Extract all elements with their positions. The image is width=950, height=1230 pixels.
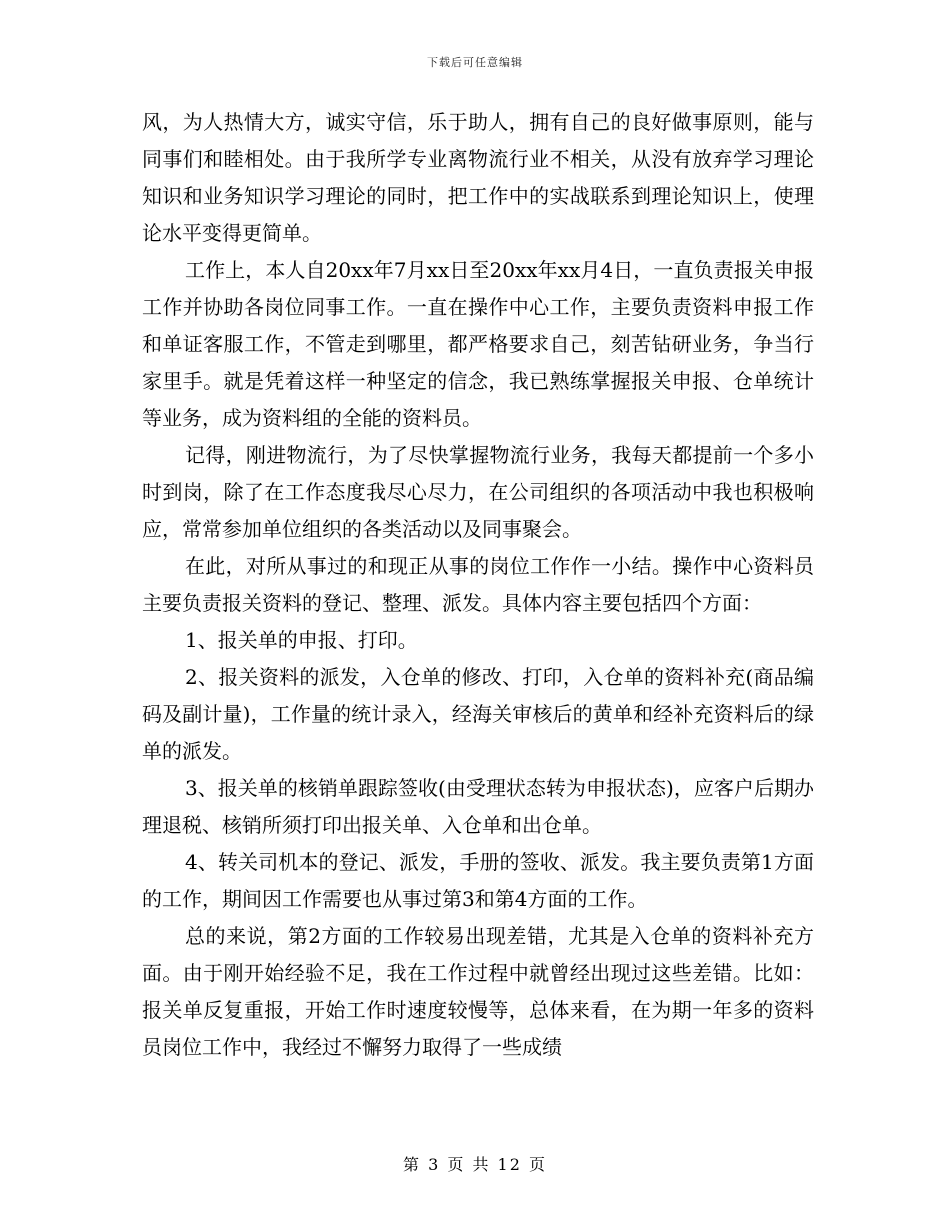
page-number-footer: 第 3 页 共 12 页 bbox=[403, 1155, 547, 1174]
list-item-3: 3、报关单的核销单跟踪签收(由受理状态转为申报状态)，应客户后期办理退税、核销所须打印出报关单、入仓单和出仓单。 bbox=[142, 776, 814, 837]
paragraph-summary: 总的来说，第2方面的工作较易出现差错，尤其是入仓单的资料补充方面。由于刚开始经验不足，我在工作过程中就曾经出现过这些差错。比如：报关单反复重报，开始工作时速度较慢等，总体来看，在为期一年多的资料员岗位工作中，我经过不懈努力取得了一些成绩 bbox=[142, 924, 814, 1059]
paragraph-3: 记得，刚进物流行，为了尽快掌握物流行业务，我每天都提前一个多小时到岗，除了在工作态度我尽心尽力，在公司组织的各项活动中我也积极响应，常常参加单位组织的各类活动以及同事聚会。 bbox=[142, 443, 814, 541]
paragraph-1: 风，为人热情大方，诚实守信，乐于助人，拥有自己的良好做事原则，能与同事们和睦相处。由于我所学专业离物流行业不相关，从没有放弃学习理论知识和业务知识学习理论的同时，把工作中的实战联系到理论知识上，使理论水平变得更简单。 bbox=[142, 110, 814, 245]
page-header: 下载后可任意编辑 bbox=[427, 56, 523, 69]
list-item-1: 1、报关单的申报、打印。 bbox=[185, 628, 418, 652]
document-body bbox=[142, 104, 814, 1066]
list-item-2: 2、报关资料的派发，入仓单的修改、打印，入仓单的资料补充(商品编码及副计量)，工作量的统计录入，经海关审核后的黄单和经补充资料后的绿单的派发。 bbox=[142, 665, 814, 763]
paragraph-4: 在此，对所从事过的和现正从事的岗位工作作一小结。操作中心资料员主要负责报关资料的登记、整理、派发。具体内容主要包括四个方面： bbox=[142, 554, 814, 615]
paragraph-2: 工作上，本人自20xx年7月xx日至20xx年xx月4日，一直负责报关申报工作并协助各岗位同事工作。一直在操作中心工作，主要负责资料申报工作和单证客服工作，不管走到哪里，都严格要求自己，刻苦钻研业务，争当行家里手。就是凭着这样一种坚定的信念，我已熟练掌握报关申报、仓单统计等业务，成为资料组的全能的资料员。 bbox=[142, 258, 814, 430]
list-item-4: 4、转关司机本的登记、派发，手册的签收、派发。我主要负责第1方面的工作，期间因工作需要也从事过第3和第4方面的工作。 bbox=[142, 850, 814, 911]
